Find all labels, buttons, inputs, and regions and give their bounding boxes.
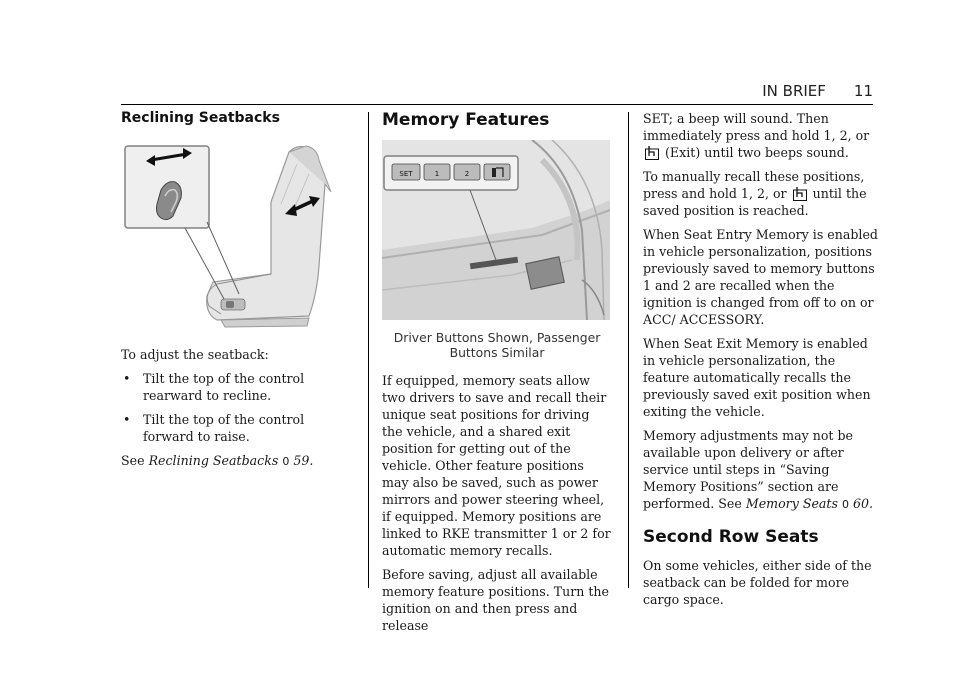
see-reference: See Reclining Seatbacks 0 59. (121, 453, 314, 468)
bullet-text: Tilt the top of the control rearward to recline. (143, 371, 305, 403)
reference-page[interactable]: 60 (852, 496, 869, 511)
page-number: 11 (853, 82, 873, 100)
text-segment: until the saved position is reached. (643, 186, 867, 218)
bullet-item (121, 370, 353, 404)
memory-paragraph-1: If equipped, memory seats allow two drivers to save and recall their unique seat positions for driving the vehicle, and a shared exit position for getting out of the vehicle. Other feature positions may also be saved, such as power mirrors and power steering wheel, if equipped. Memory positions are linked to RKE transmitter 1 or 2 for automatic memory recalls. (382, 373, 611, 558)
column-divider-1 (368, 112, 369, 588)
section-title: IN BRIEF (762, 82, 826, 100)
paragraph-seat-entry-memory: When Seat Entry Memory is enabled in vehicle personalization, positions previously saved to memory buttons 1 and 2 are recalled when the ignition is changed from off to on or ACC/ ACCESSORY. (643, 227, 878, 327)
memory-1-button-label: 1 (434, 170, 440, 178)
memory-paragraph-2: Before saving, adjust all available memory feature positions. Turn the ignition on and then press and release (382, 567, 609, 633)
text-segment: To manually recall these positions, press and hold 1, 2, or (643, 169, 865, 201)
memory-buttons-illustration (382, 140, 610, 320)
caption-line: Driver Buttons Shown, Passenger (393, 330, 601, 345)
paragraph-manual-recall (643, 168, 883, 219)
header-rule (121, 104, 873, 105)
page-ref-arrow: 0 (841, 498, 849, 511)
heading-second-row-seats: Second Row Seats (643, 527, 819, 547)
heading-memory-features: Memory Features (382, 110, 550, 130)
bullet-dot: • (123, 371, 131, 386)
see-prefix: See (121, 453, 145, 468)
bullet-item (121, 411, 353, 445)
text-segment: SET; a beep will sound. Then immediately press and hold 1, 2, or (643, 111, 870, 143)
bullet-dot: • (123, 412, 131, 427)
reference-page[interactable]: 59 (293, 453, 310, 468)
paragraph-seat-exit-memory: When Seat Exit Memory is enabled in vehicle personalization, the feature automatically recalls the previously saved exit position when exiting the vehicle. (643, 336, 871, 419)
door-panel-illustration (382, 140, 612, 320)
column-divider-2 (628, 112, 629, 588)
column-reclining-seatbacks (121, 110, 353, 477)
memory-2-button-label: 2 (464, 170, 470, 178)
text-segment: Memory adjustments may not be available upon delivery or after service until steps in “Saving Memory Positions” section are performed. See (643, 428, 853, 511)
page-ref-arrow: 0 (282, 455, 290, 468)
intro-text: To adjust the seatback: (121, 347, 269, 362)
exit-position-icon (645, 146, 659, 160)
paragraph-second-row: On some vehicles, either side of the seatback can be folded for more cargo space. (643, 558, 872, 607)
paragraph-memory-adjustments: Memory adjustments may not be available upon delivery or after service until steps in “Saving Memory Positions” section are performed. See Memory Seats 0 60. (643, 428, 874, 511)
exit-position-icon (793, 187, 807, 201)
figure-caption (382, 330, 612, 360)
reference-link[interactable]: Reclining Seatbacks (148, 453, 279, 468)
paragraph-set-exit (643, 110, 883, 161)
bullet-text: Tilt the top of the control forward to raise. (143, 412, 305, 444)
running-header (762, 82, 873, 100)
seat-recline-illustration (121, 144, 353, 328)
seat-illustration (121, 144, 353, 328)
column-memory-features (382, 110, 612, 641)
set-button-label: SET (399, 170, 413, 178)
text-segment: (Exit) until two beeps sound. (665, 145, 849, 160)
reference-link[interactable]: Memory Seats (745, 496, 838, 511)
heading-reclining-seatbacks: Reclining Seatbacks (121, 110, 280, 126)
caption-line: Buttons Similar (449, 345, 545, 360)
column-continued (643, 110, 883, 615)
